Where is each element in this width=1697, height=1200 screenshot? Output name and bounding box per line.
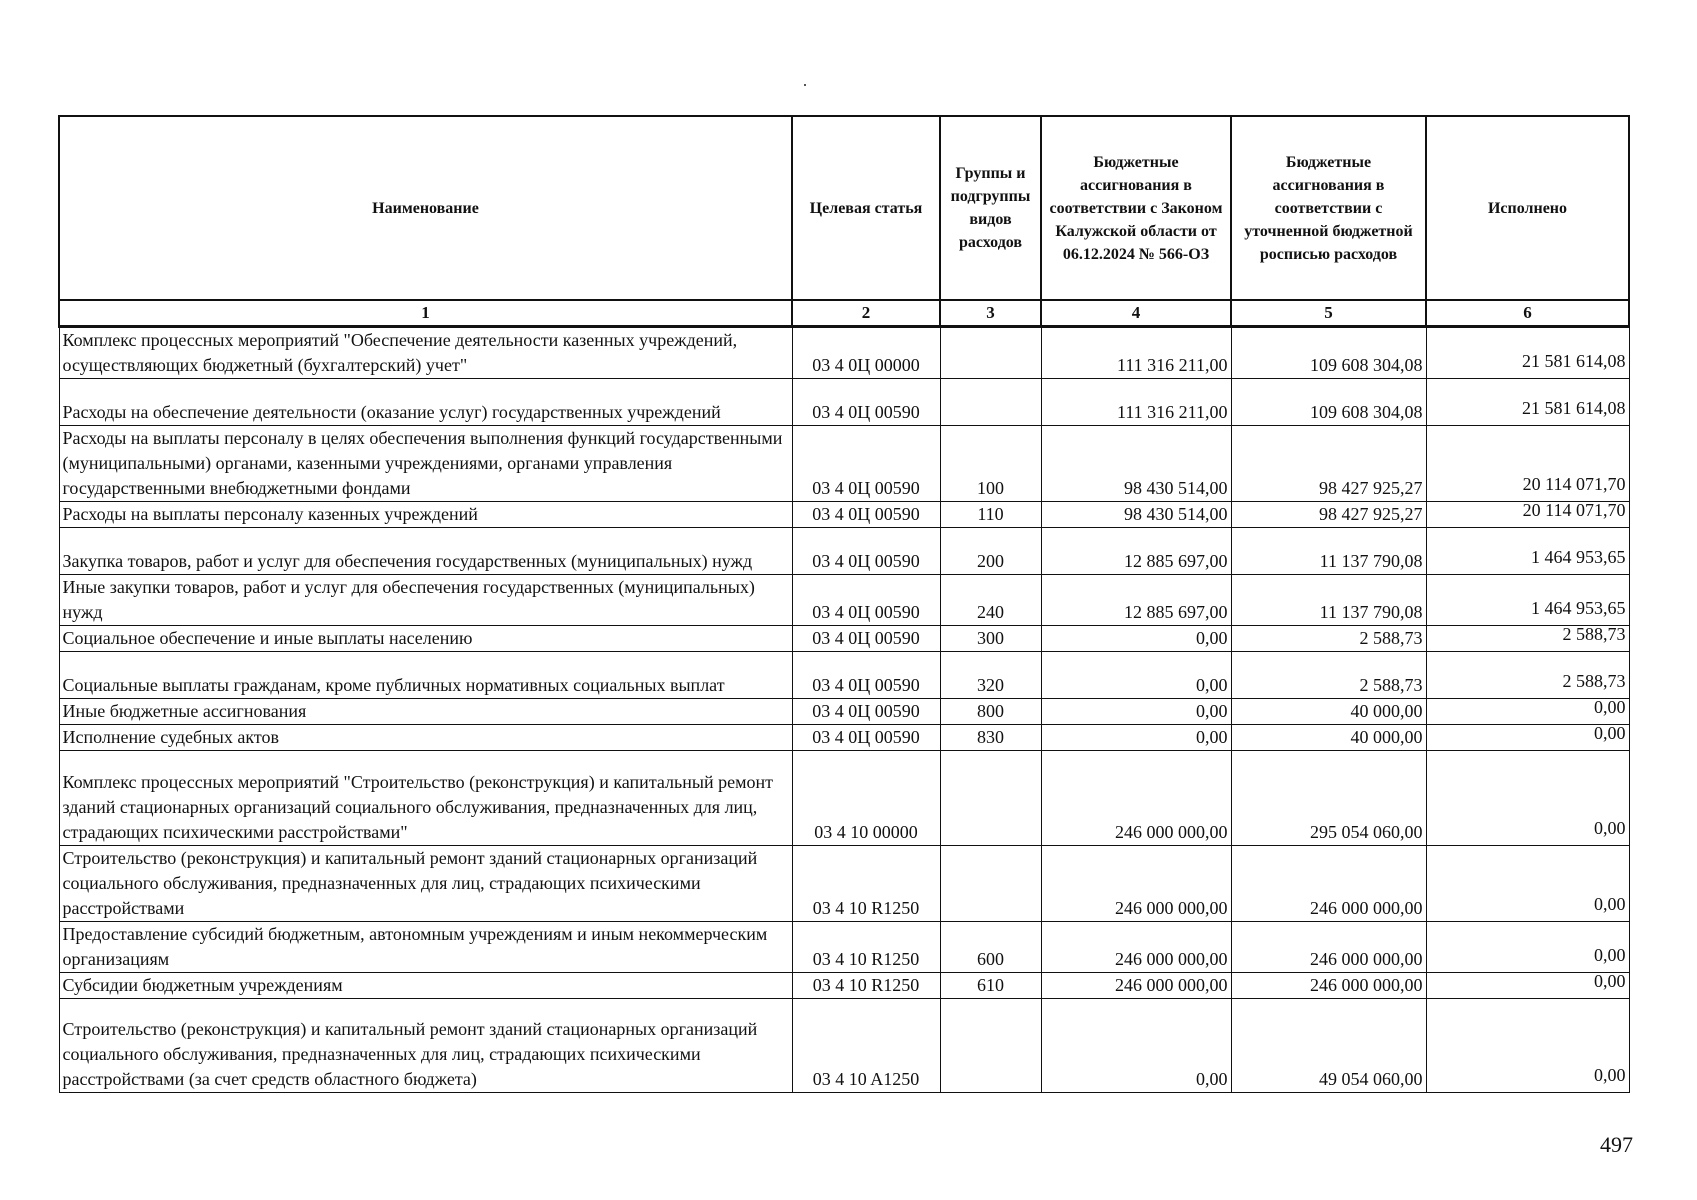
table-row xyxy=(59,699,1629,725)
row-refined-allocation: 40 000,00 xyxy=(1231,699,1426,725)
column-number: 4 xyxy=(1041,300,1231,327)
column-number: 6 xyxy=(1426,300,1629,327)
row-law-allocation: 246 000 000,00 xyxy=(1041,846,1231,922)
row-executed: 21 581 614,08 xyxy=(1426,327,1629,379)
row-executed: 20 114 071,70 xyxy=(1426,502,1629,528)
row-refined-allocation: 109 608 304,08 xyxy=(1231,327,1426,379)
row-target-article: 03 4 0Ц 00000 xyxy=(792,327,940,379)
row-refined-allocation: 40 000,00 xyxy=(1231,725,1426,751)
row-name: Социальное обеспечение и иные выплаты населению xyxy=(59,626,792,652)
row-target-article: 03 4 0Ц 00590 xyxy=(792,502,940,528)
row-name: Закупка товаров, работ и услуг для обеспечения государственных (муниципальных) нужд xyxy=(59,528,792,575)
table-row xyxy=(59,528,1629,575)
row-name: Расходы на выплаты персоналу в целях обеспечения выполнения функций государственными (муниципальными) органами, казенными учреждениями, органами управления государственными внебюджетными фондами xyxy=(59,426,792,502)
row-name: Расходы на обеспечение деятельности (оказание услуг) государственных учреждений xyxy=(59,379,792,426)
row-executed: 0,00 xyxy=(1426,973,1629,999)
column-number: 3 xyxy=(940,300,1041,327)
row-executed: 0,00 xyxy=(1426,922,1629,973)
table-row xyxy=(59,379,1629,426)
row-law-allocation: 111 316 211,00 xyxy=(1041,379,1231,426)
row-executed: 0,00 xyxy=(1426,699,1629,725)
table-row xyxy=(59,327,1629,379)
row-expense-group: 600 xyxy=(940,922,1041,973)
budget-table xyxy=(58,115,1630,1093)
table-row xyxy=(59,751,1629,846)
row-name: Иные закупки товаров, работ и услуг для обеспечения государственных (муниципальных) нужд xyxy=(59,575,792,626)
row-refined-allocation: 98 427 925,27 xyxy=(1231,426,1426,502)
page-number: 497 xyxy=(1600,1132,1633,1157)
row-executed: 21 581 614,08 xyxy=(1426,379,1629,426)
row-law-allocation: 98 430 514,00 xyxy=(1041,426,1231,502)
row-name: Комплекс процессных мероприятий "Строительство (реконструкция) и капитальный ремонт зданий стационарных организаций социального обслуживания, предназначенных для лиц, страдающих психическими расстройствами" xyxy=(59,751,792,846)
table-row xyxy=(59,502,1629,528)
column-number-row xyxy=(59,300,1629,327)
row-name: Расходы на выплаты персоналу казенных учреждений xyxy=(59,502,792,528)
table-row xyxy=(59,426,1629,502)
table-body xyxy=(59,327,1629,1093)
row-executed: 2 588,73 xyxy=(1426,626,1629,652)
row-name: Строительство (реконструкция) и капитальный ремонт зданий стационарных организаций социального обслуживания, предназначенных для лиц, страдающих психическими расстройствами (за счет средств областного бюджета) xyxy=(59,999,792,1093)
table-row xyxy=(59,999,1629,1093)
row-name: Социальные выплаты гражданам, кроме публичных нормативных социальных выплат xyxy=(59,652,792,699)
row-target-article: 03 4 0Ц 00590 xyxy=(792,379,940,426)
header-refined-allocations: Бюджетные ассигнования в соответствии с уточненной бюджетной росписью расходов xyxy=(1231,116,1426,300)
row-law-allocation: 0,00 xyxy=(1041,626,1231,652)
row-target-article: 03 4 10 00000 xyxy=(792,751,940,846)
row-name: Строительство (реконструкция) и капитальный ремонт зданий стационарных организаций социального обслуживания, предназначенных для лиц, страдающих психическими расстройствами xyxy=(59,846,792,922)
header-target-article: Целевая статья xyxy=(792,116,940,300)
row-expense-group: 100 xyxy=(940,426,1041,502)
row-executed: 1 464 953,65 xyxy=(1426,528,1629,575)
row-law-allocation: 111 316 211,00 xyxy=(1041,327,1231,379)
table-row xyxy=(59,725,1629,751)
row-executed: 0,00 xyxy=(1426,751,1629,846)
row-law-allocation: 98 430 514,00 xyxy=(1041,502,1231,528)
row-expense-group xyxy=(940,751,1041,846)
row-expense-group: 830 xyxy=(940,725,1041,751)
row-law-allocation: 0,00 xyxy=(1041,699,1231,725)
row-refined-allocation: 2 588,73 xyxy=(1231,652,1426,699)
row-target-article: 03 4 10 R1250 xyxy=(792,973,940,999)
row-refined-allocation: 49 054 060,00 xyxy=(1231,999,1426,1093)
row-expense-group xyxy=(940,999,1041,1093)
row-expense-group: 320 xyxy=(940,652,1041,699)
row-executed: 0,00 xyxy=(1426,999,1629,1093)
row-target-article: 03 4 0Ц 00590 xyxy=(792,699,940,725)
row-refined-allocation: 109 608 304,08 xyxy=(1231,379,1426,426)
header-law-allocations: Бюджетные ассигнования в соответствии с Законом Калужской области от 06.12.2024 № 566-ОЗ xyxy=(1041,116,1231,300)
row-target-article: 03 4 0Ц 00590 xyxy=(792,652,940,699)
row-law-allocation: 0,00 xyxy=(1041,652,1231,699)
row-refined-allocation: 246 000 000,00 xyxy=(1231,922,1426,973)
row-name: Субсидии бюджетным учреждениям xyxy=(59,973,792,999)
row-refined-allocation: 11 137 790,08 xyxy=(1231,528,1426,575)
table-row xyxy=(59,922,1629,973)
column-number: 5 xyxy=(1231,300,1426,327)
row-expense-group xyxy=(940,379,1041,426)
table-row xyxy=(59,973,1629,999)
header-name: Наименование xyxy=(59,116,792,300)
row-law-allocation: 0,00 xyxy=(1041,999,1231,1093)
row-executed: 0,00 xyxy=(1426,725,1629,751)
row-name: Комплекс процессных мероприятий "Обеспечение деятельности казенных учреждений, осуществляющих бюджетный (бухгалтерский) учет" xyxy=(59,327,792,379)
row-refined-allocation: 246 000 000,00 xyxy=(1231,973,1426,999)
column-number: 2 xyxy=(792,300,940,327)
header-row xyxy=(59,116,1629,300)
row-law-allocation: 0,00 xyxy=(1041,725,1231,751)
row-target-article: 03 4 10 A1250 xyxy=(792,999,940,1093)
row-law-allocation: 12 885 697,00 xyxy=(1041,528,1231,575)
table-row xyxy=(59,652,1629,699)
row-name: Предоставление субсидий бюджетным, автономным учреждениям и иным некоммерческим организациям xyxy=(59,922,792,973)
header-executed: Исполнено xyxy=(1426,116,1629,300)
row-expense-group: 110 xyxy=(940,502,1041,528)
row-refined-allocation: 295 054 060,00 xyxy=(1231,751,1426,846)
row-expense-group: 240 xyxy=(940,575,1041,626)
row-expense-group: 300 xyxy=(940,626,1041,652)
column-number: 1 xyxy=(59,300,792,327)
row-target-article: 03 4 0Ц 00590 xyxy=(792,426,940,502)
row-refined-allocation: 246 000 000,00 xyxy=(1231,846,1426,922)
table-row xyxy=(59,846,1629,922)
row-executed: 0,00 xyxy=(1426,846,1629,922)
row-executed: 1 464 953,65 xyxy=(1426,575,1629,626)
row-name: Иные бюджетные ассигнования xyxy=(59,699,792,725)
row-refined-allocation: 2 588,73 xyxy=(1231,626,1426,652)
row-law-allocation: 246 000 000,00 xyxy=(1041,973,1231,999)
table-row xyxy=(59,626,1629,652)
row-target-article: 03 4 10 R1250 xyxy=(792,922,940,973)
row-target-article: 03 4 0Ц 00590 xyxy=(792,528,940,575)
header-expense-groups: Группы и подгруппы видов расходов xyxy=(940,116,1041,300)
row-expense-group: 200 xyxy=(940,528,1041,575)
row-refined-allocation: 11 137 790,08 xyxy=(1231,575,1426,626)
row-expense-group xyxy=(940,327,1041,379)
row-executed: 20 114 071,70 xyxy=(1426,426,1629,502)
row-law-allocation: 246 000 000,00 xyxy=(1041,922,1231,973)
row-law-allocation: 12 885 697,00 xyxy=(1041,575,1231,626)
row-law-allocation: 246 000 000,00 xyxy=(1041,751,1231,846)
scan-speck xyxy=(804,84,806,86)
row-expense-group: 800 xyxy=(940,699,1041,725)
row-target-article: 03 4 10 R1250 xyxy=(792,846,940,922)
row-refined-allocation: 98 427 925,27 xyxy=(1231,502,1426,528)
row-target-article: 03 4 0Ц 00590 xyxy=(792,725,940,751)
row-executed: 2 588,73 xyxy=(1426,652,1629,699)
row-target-article: 03 4 0Ц 00590 xyxy=(792,626,940,652)
row-expense-group: 610 xyxy=(940,973,1041,999)
row-name: Исполнение судебных актов xyxy=(59,725,792,751)
table-row xyxy=(59,575,1629,626)
row-target-article: 03 4 0Ц 00590 xyxy=(792,575,940,626)
row-expense-group xyxy=(940,846,1041,922)
